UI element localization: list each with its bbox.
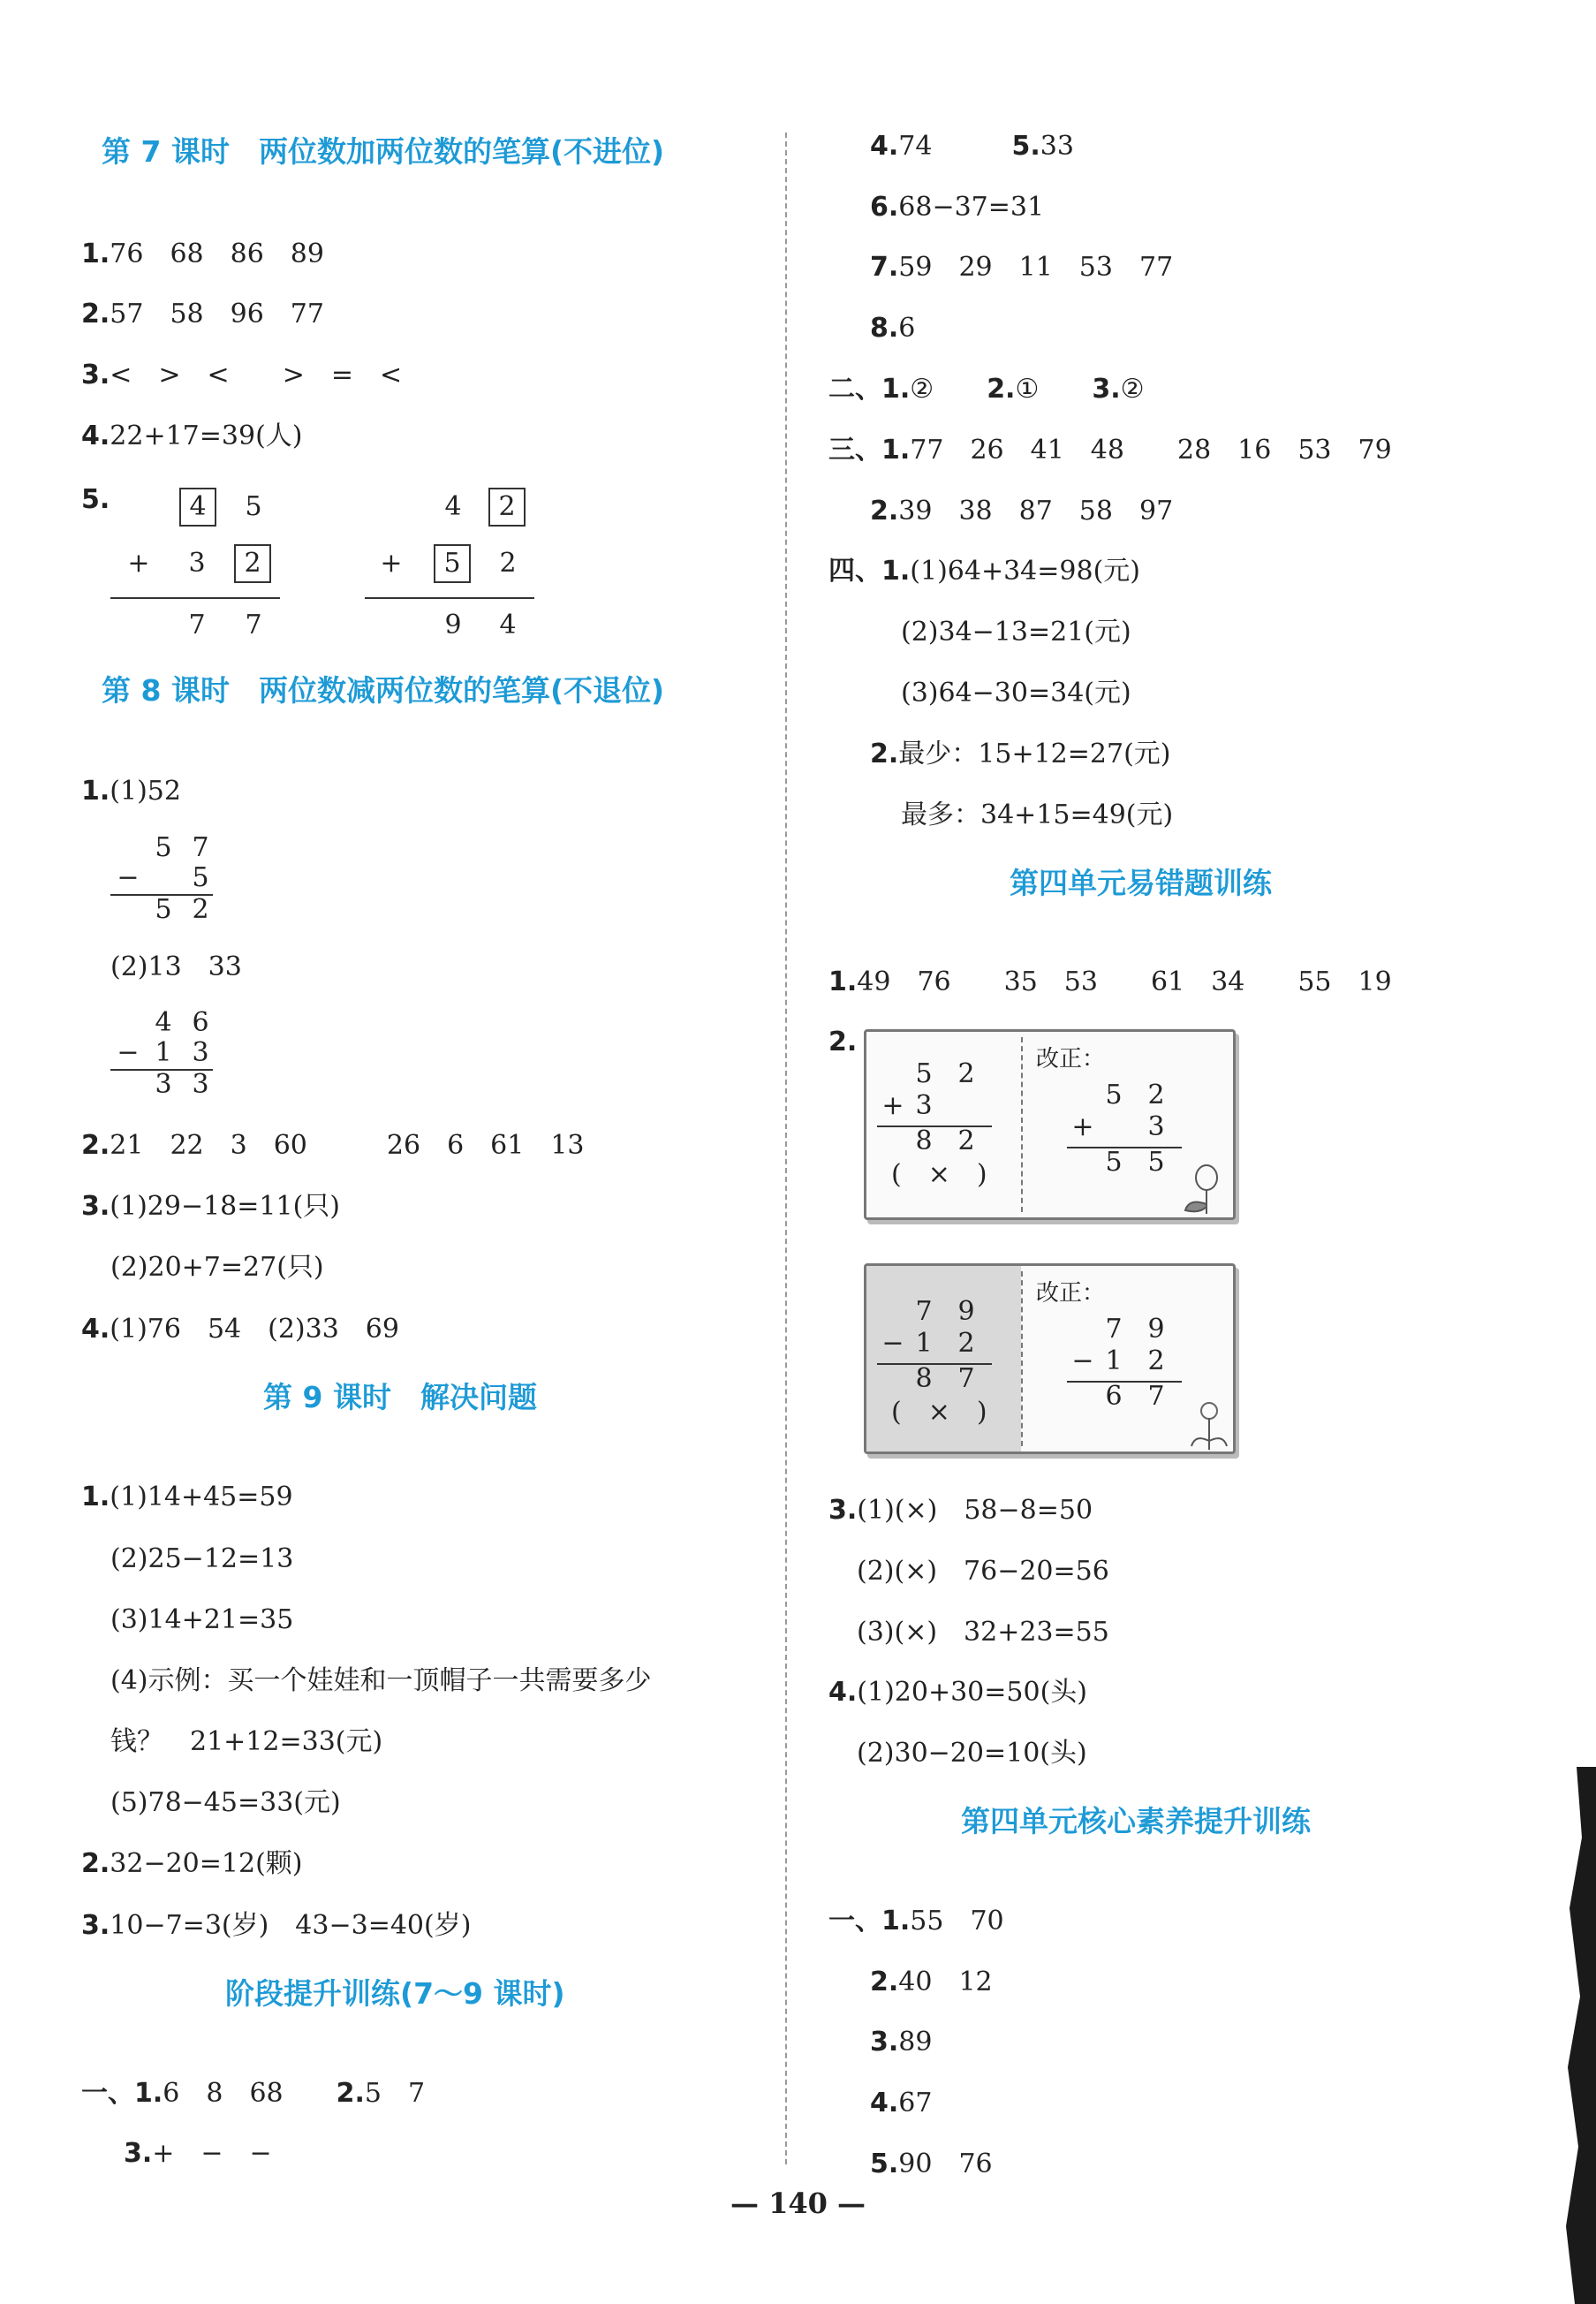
lesson7-q5-label: 5.: [81, 484, 110, 515]
page-number: — 140 —: [730, 2187, 866, 2220]
digit: 2: [1147, 1345, 1165, 1376]
mistakes-heading: 第四单元易错题训练: [1010, 866, 1272, 900]
lesson7-q2: 2.57 58 96 77: [81, 299, 324, 330]
lesson8-q3a: 3.(1)29−18=11(只): [81, 1191, 340, 1222]
core-c3: 3.89: [870, 2027, 933, 2058]
lesson7-q1: 1.76 68 86 89: [81, 239, 324, 269]
correction-label: 改正：: [1036, 1046, 1106, 1072]
operator: −: [117, 862, 140, 893]
answer-box: 4: [179, 488, 216, 527]
digit: 6: [1105, 1381, 1123, 1412]
lesson9-q1c: (3)14+21=35: [110, 1604, 294, 1635]
right-r4-r5: 4.74 5.33: [870, 131, 1074, 162]
lesson7-heading: 第 7 课时 两位数加两位数的笔算(不进位): [102, 134, 665, 169]
mistakes-q2-label: 2.: [828, 1027, 858, 1057]
operator: +: [380, 548, 403, 579]
operator: −: [117, 1037, 140, 1068]
digit: 5: [1105, 1147, 1123, 1178]
answer-box: 5: [434, 544, 471, 583]
stage-s3: 3.+ − −: [124, 2138, 272, 2169]
operator: +: [881, 1090, 904, 1121]
digit: 4: [155, 1007, 172, 1038]
answer-box: 2: [488, 488, 526, 527]
right-g1b: (2)34−13=21(元): [901, 617, 1131, 648]
correction-label: 改正：: [1036, 1280, 1106, 1307]
digit: 5: [192, 862, 209, 893]
wrong-work: [866, 1032, 1021, 1217]
digit: 2: [957, 1058, 975, 1089]
digit: 7: [915, 1296, 933, 1327]
digit: 7: [957, 1363, 975, 1394]
right-r6: 6.68−37=31: [870, 192, 1045, 223]
right-g1c: (3)64−30=34(元): [901, 678, 1131, 709]
lesson8-q2: 2.21 22 3 60 26 6 61 13: [81, 1130, 585, 1161]
digit: 7: [245, 610, 262, 640]
digit: 8: [915, 1363, 933, 1394]
digit: 8: [915, 1125, 933, 1156]
mistakes-q4b: (2)30−20=10(头): [857, 1738, 1087, 1769]
core-c4: 4.67: [870, 2088, 933, 2118]
core-c5: 5.90 76: [870, 2149, 993, 2179]
corrected-work: [1065, 1312, 1198, 1427]
digit: 1: [1105, 1345, 1123, 1376]
lesson8-heading: 第 8 课时 两位数减两位数的笔算(不退位): [102, 673, 665, 708]
corrected-work: [1065, 1078, 1198, 1193]
digit: 2: [957, 1328, 975, 1359]
mistakes-q3b: (2)(×) 76−20=56: [857, 1556, 1109, 1587]
column-divider: [785, 133, 787, 2164]
digit: 5: [155, 832, 172, 863]
lesson7-q3: 3.< > < > = <: [81, 360, 403, 390]
sum-line: [110, 597, 280, 599]
wrong-work: [866, 1266, 1021, 1451]
core-c1: 一、1.55 70: [828, 1906, 1004, 1936]
operator: −: [1071, 1345, 1094, 1376]
digit: 7: [1147, 1381, 1165, 1412]
digit: 5: [1147, 1147, 1165, 1178]
digit: 3: [915, 1090, 933, 1121]
digit: 2: [1147, 1080, 1165, 1110]
vertical-addition-b: [365, 486, 541, 645]
digit: 3: [188, 548, 206, 579]
correction-card-2: [864, 1263, 1236, 1454]
wrong-mark: ( × ): [891, 1159, 987, 1190]
right-g2b: 最多：34+15=49(元): [901, 800, 1174, 830]
digit: 2: [499, 548, 517, 579]
lesson9-heading: 第 9 课时 解决问题: [263, 1380, 537, 1414]
digit: 5: [1105, 1080, 1123, 1110]
digit: 4: [444, 491, 462, 522]
mistakes-q3c: (3)(×) 32+23=55: [857, 1617, 1109, 1648]
mistakes-q3a: 3.(1)(×) 58−8=50: [828, 1495, 1093, 1526]
dandelion-decoration-icon: [1184, 1398, 1233, 1451]
digit: 3: [1147, 1111, 1165, 1142]
right-f2: 2.39 38 87 58 97: [870, 496, 1174, 527]
digit: 2: [192, 894, 209, 925]
digit: 3: [192, 1069, 209, 1100]
digit: 5: [915, 1058, 933, 1089]
mistakes-q1: 1.49 76 35 53 61 34 55 19: [828, 966, 1392, 997]
core-heading: 第四单元核心素养提升训练: [961, 1804, 1311, 1838]
core-c2: 2.40 12: [870, 1967, 993, 1997]
right-r7: 7.59 29 11 53 77: [870, 252, 1174, 283]
digit: 2: [957, 1125, 975, 1156]
operator: +: [1071, 1111, 1094, 1142]
digit: 5: [155, 894, 172, 925]
right-g2a: 2.最少：15+12=27(元): [870, 739, 1171, 769]
lesson9-q1f: (5)78−45=33(元): [110, 1787, 341, 1818]
stage-heading: 阶段提升训练(7～9 课时): [225, 1976, 565, 2011]
right-r8: 8.6: [870, 313, 916, 344]
right-f1: 三、1.77 26 41 48 28 16 53 79: [828, 435, 1392, 466]
vertical-addition-a: [110, 486, 287, 645]
digit: 7: [188, 610, 206, 640]
lesson8-q3b: (2)20+7=27(只): [110, 1252, 324, 1283]
wrong-mark: ( × ): [891, 1397, 987, 1428]
answer-box: 2: [234, 544, 271, 583]
sum-line: [365, 597, 534, 599]
operator: −: [881, 1328, 904, 1359]
right-e: 二、1.② 2.① 3.②: [828, 374, 1145, 405]
lesson8-q1b: (2)13 33: [110, 951, 242, 982]
card-separator: [1021, 1271, 1023, 1446]
digit: 1: [915, 1328, 933, 1359]
lesson9-q2: 2.32−20=12(颗): [81, 1848, 303, 1879]
stage-s1: 一、1.6 8 68 2.5 7: [81, 2078, 426, 2109]
lesson9-q1e: 钱？ 21+12=33(元): [110, 1726, 383, 1757]
card-separator: [1021, 1037, 1023, 1212]
mistakes-q4a: 4.(1)20+30=50(头): [828, 1677, 1087, 1708]
flower-decoration-icon: [1180, 1156, 1233, 1217]
lesson9-q1a: 1.(1)14+45=59: [81, 1482, 293, 1512]
vertical-subtraction-1: [110, 830, 225, 928]
digit: 5: [245, 491, 262, 522]
digit: 9: [1147, 1314, 1165, 1345]
lesson7-q4: 4.22+17=39(人): [81, 421, 303, 451]
lesson9-q1d: (4)示例：买一个娃娃和一顶帽子一共需要多少: [110, 1665, 652, 1696]
digit: 9: [957, 1296, 975, 1327]
lesson8-q1: 1.(1)52: [81, 776, 181, 807]
vertical-subtraction-2: [110, 1005, 225, 1103]
operator: +: [127, 548, 150, 579]
digit: 6: [192, 1007, 209, 1038]
lesson9-q3: 3.10−7=3(岁) 43−3=40(岁): [81, 1910, 472, 1941]
lesson8-q4: 4.(1)76 54 (2)33 69: [81, 1314, 399, 1345]
correction-card-1: [864, 1029, 1236, 1220]
digit: 7: [1105, 1314, 1123, 1345]
digit: 4: [499, 610, 517, 640]
digit: 3: [192, 1037, 209, 1068]
digit: 3: [155, 1069, 172, 1100]
digit: 9: [444, 610, 462, 640]
digit: 1: [155, 1037, 172, 1068]
torn-edge-shadow: [1543, 1767, 1596, 2304]
lesson9-q1b: (2)25−12=13: [110, 1543, 294, 1574]
digit: 7: [192, 832, 209, 863]
right-g1a: 四、1.(1)64+34=98(元): [828, 556, 1140, 587]
